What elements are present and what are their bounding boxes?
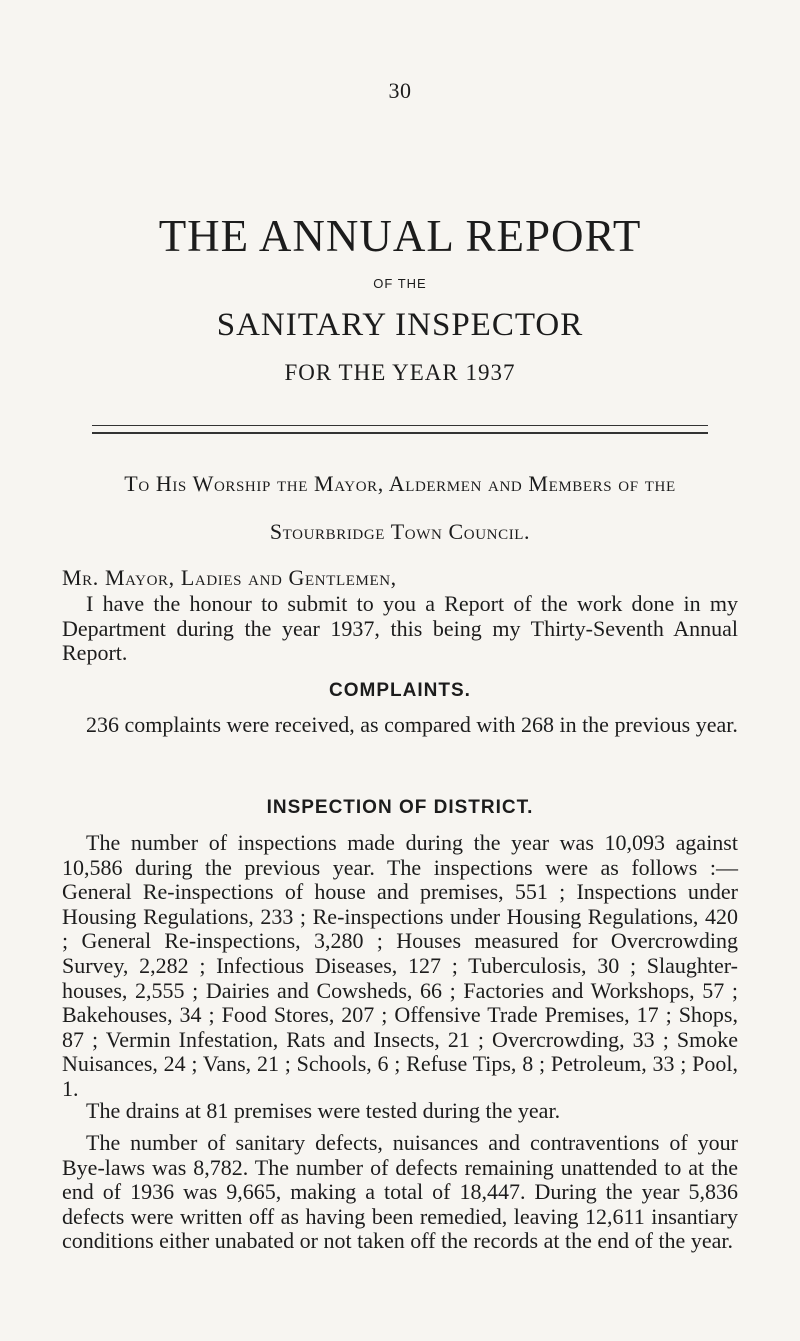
title-divider — [92, 425, 708, 434]
address-block — [62, 460, 738, 556]
title-connector: OF THE — [373, 276, 427, 291]
defects-paragraph — [62, 1131, 738, 1254]
complaints-paragraph — [62, 713, 738, 738]
address-line-2: Stourbridge Town Council. — [269, 519, 531, 544]
salutation: Mr. Mayor, Ladies and Gentlemen, — [62, 565, 397, 590]
complaints-text: 236 complaints were received, as compared with 268 in the previous year. — [86, 712, 738, 737]
complaints-heading: COMPLAINTS. — [329, 680, 471, 701]
intro-text: I have the honour to submit to you a Report of the work done in my Department during the year 1937, this being my Thirty-Seventh Annual Report. — [62, 591, 738, 666]
page-number: 30 — [388, 78, 412, 103]
report-subtitle: SANITARY INSPECTOR — [216, 307, 584, 343]
inspection-text: The number of inspections made during the year was 10,093 against 10,586 during the previous year. The inspections were as follows :— General Re-inspections of house and premises, 551 ; Inspections under Housing Regulations, 233 ; Re-inspections under Housing Regulations, 420 ; General Re-inspections, 3,280 ; Houses measured for Overcrowding Survey, 2,282 ; Infectious Diseases, 127 ; Tuberculosis, 30 ; Slaughter-houses, 2,555 ; Dairies and Cowsheds, 66 ; Factories and Workshops, 57 ; Bakehouses, 34 ; Food Stores, 207 ; Offensive Trade Premises, 17 ; Shops, 87 ; Vermin Infestation, Rats and Insects, 21 ; Overcrowding, 33 ; Smoke Nuisances, 24 ; Vans, 21 ; Schools, 6 ; Refuse Tips, 8 ; Petroleum, 33 ; Pool, 1. — [62, 830, 738, 1101]
inspection-heading: INSPECTION OF DISTRICT. — [266, 797, 534, 818]
drains-paragraph — [62, 1099, 738, 1124]
defects-text: The number of sanitary defects, nuisances and contraventions of your Bye-laws was 8,782. The number of defects remaining unattended to at the end of 1936 was 9,665, making a total of 18,447. During the year 5,836 defects were written off as having been remedied, leaving 12,611 insantiary conditions either unabated or not taken off the records at the end of the year. — [62, 1130, 738, 1254]
address-line-1: To His Worship the Mayor, Aldermen and Members of the — [124, 471, 676, 496]
drains-text: The drains at 81 premises were tested during the year. — [86, 1098, 561, 1123]
inspection-paragraph — [62, 831, 738, 1102]
report-year: FOR THE YEAR 1937 — [284, 360, 516, 385]
report-title: THE ANNUAL REPORT — [158, 211, 642, 261]
intro-paragraph — [62, 592, 738, 666]
